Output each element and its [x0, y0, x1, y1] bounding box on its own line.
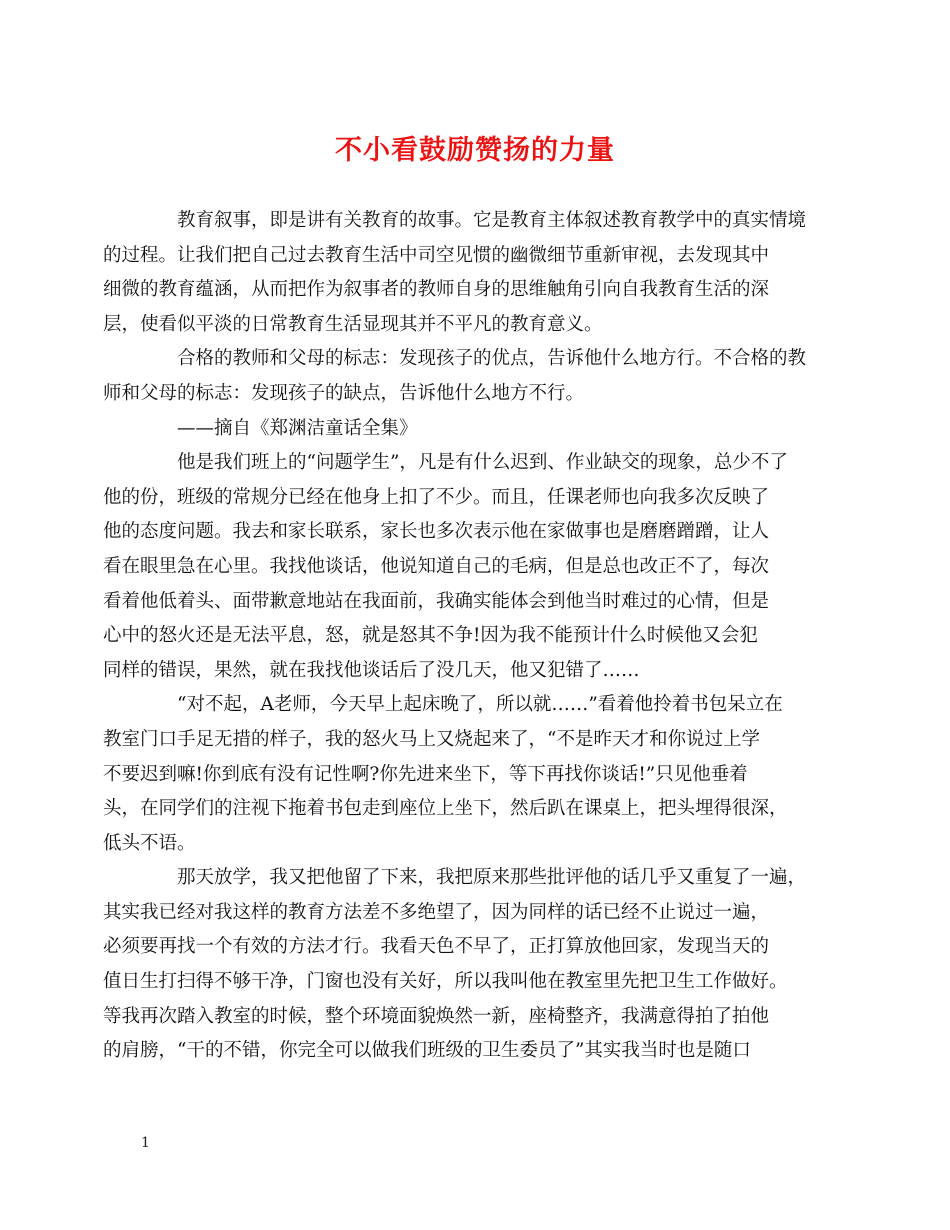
paragraph-2	[103, 342, 812, 411]
text-line: 的过程。让我们把自己过去教育生活中司空见惯的幽微细节重新审视，去发现其中	[103, 244, 770, 266]
text-line: 值日生打扫得不够干净，门窗也没有关好，所以我叫他在教室里先把卫生工作做好。	[103, 971, 788, 993]
text-line: 那天放学，我又把他留了下来，我把原来那些批评他的话几乎又重复了一遍，	[177, 867, 807, 889]
paragraph-3	[103, 446, 812, 688]
paragraph-1	[103, 204, 812, 342]
text-line: 等我再次踏入教室的时候，整个环境面貌焕然一新，座椅整齐，我满意得拍了拍他	[103, 1005, 770, 1027]
text-line: “对不起，A老师，今天早上起床晚了，所以就……”看着他拎着书包呆立在	[177, 694, 783, 716]
text-line: 师和父母的标志：发现孩子的缺点，告诉他什么地方不行。	[103, 382, 585, 404]
document-title: 不小看鼓励赞扬的力量	[335, 135, 615, 166]
text-line: 的肩膀，“干的不错，你完全可以做我们班级的卫生委员了”其实我当时也是随口	[103, 1040, 751, 1062]
text-line: 看在眼里急在心里。我找他谈话，他说知道自己的毛病，但是总也改正不了，每次	[103, 555, 770, 577]
text-line: 看着他低着头、面带歉意地站在我面前，我确实能体会到他当时难过的心情，但是	[103, 590, 770, 612]
text-line: 合格的教师和父母的标志：发现孩子的优点，告诉他什么地方行。不合格的教	[177, 348, 807, 370]
text-line: 其实我已经对我这样的教育方法差不多绝望了，因为同样的话已经不止说过一遍，	[103, 901, 770, 923]
paragraph-4	[103, 688, 812, 861]
text-line: 心中的怒火还是无法平息，怒，就是怒其不争!因为我不能预计什么时候他又会犯	[103, 625, 758, 647]
text-line: 不要迟到嘛!你到底有没有记性啊?你先进来坐下，等下再找你谈话!”只见他垂着	[103, 763, 748, 785]
paragraph-5	[103, 861, 812, 1069]
page-number: 1	[141, 1135, 150, 1151]
text-line: 他的态度问题。我去和家长联系，家长也多次表示他在家做事也是磨磨蹭蹭，让人	[103, 521, 770, 543]
text-line: 必须要再找一个有效的方法才行。我看天色不早了，正打算放他回家，发现当天的	[103, 936, 770, 958]
text-line: 教室门口手足无措的样子，我的怒火马上又烧起来了，“不是昨天才和你说过上学	[103, 728, 760, 750]
text-line: 头，在同学们的注视下拖着书包走到座位上坐下，然后趴在课桌上，把头埋得很深，	[103, 798, 788, 820]
document-body	[103, 204, 812, 1069]
text-line: 层，使看似平淡的日常教育生活显现其并不平凡的教育意义。	[103, 313, 603, 335]
text-line: 教育叙事，即是讲有关教育的故事。它是教育主体叙述教育教学中的真实情境	[177, 210, 807, 231]
text-line: 同样的错误，果然，就在我找他谈话后了没几天，他又犯错了……	[103, 659, 640, 681]
text-line: 低头不语。	[103, 832, 196, 854]
text-line: 细微的教育蕴涵，从而把作为叙事者的教师自身的思维触角引向自我教育生活的深	[103, 279, 770, 301]
text-line: ——摘自《郑渊洁童话全集》	[177, 417, 418, 439]
text-line: 他的份，班级的常规分已经在他身上扣了不少。而且，任课老师也向我多次反映了	[103, 486, 770, 508]
text-line: 他是我们班上的“问题学生”，凡是有什么迟到、作业缺交的现象，总少不了	[177, 452, 788, 474]
quote-attribution	[140, 412, 812, 447]
